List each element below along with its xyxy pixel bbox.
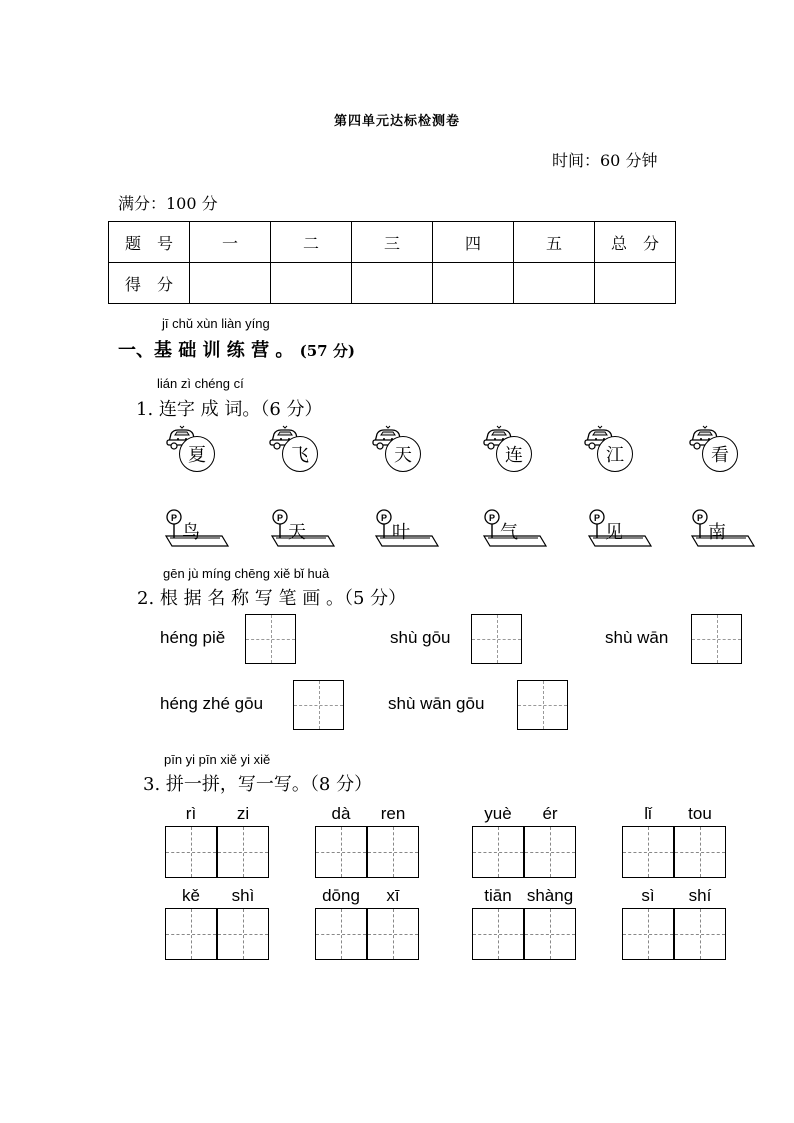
q2-title: 2. 根 据 名 称 写 笔 画 。（5 分） xyxy=(137,588,407,609)
svg-text:P: P xyxy=(277,513,284,523)
svg-text:P: P xyxy=(697,513,704,523)
car-character-card[interactable] xyxy=(583,424,643,474)
parking-character: 天 xyxy=(288,522,306,543)
score-table-score-row xyxy=(109,263,676,304)
section1-heading xyxy=(118,336,355,362)
syllable-label: shí xyxy=(688,886,712,905)
writing-cell[interactable] xyxy=(472,826,524,878)
q1-pinyin: lián zì chéng cí xyxy=(157,376,244,391)
score-table-header-row xyxy=(109,222,676,263)
score-input-cell[interactable] xyxy=(352,263,433,304)
pinyin-word-item xyxy=(622,886,726,961)
character-circle: 天 xyxy=(385,436,421,472)
parking-character-card[interactable] xyxy=(162,508,232,550)
q1-title: 1. 连字 成 词。（6 分） xyxy=(136,399,323,420)
q3-title: 3. 拼一拼，写一写。（8 分） xyxy=(143,774,373,795)
score-input-cell[interactable] xyxy=(433,263,514,304)
stroke-writing-box[interactable] xyxy=(293,680,344,730)
writing-cell[interactable] xyxy=(367,908,419,960)
car-character-card[interactable] xyxy=(268,424,328,474)
svg-text:P: P xyxy=(381,513,388,523)
svg-text:P: P xyxy=(171,513,178,523)
syllable-label: ér xyxy=(542,804,558,823)
score-header-cell: 题 号 xyxy=(109,222,190,263)
score-header-cell: 总 分 xyxy=(595,222,676,263)
score-header-cell: 二 xyxy=(271,222,352,263)
writing-cell[interactable] xyxy=(315,908,367,960)
syllable-label: shì xyxy=(231,886,255,905)
score-header-cell: 四 xyxy=(433,222,514,263)
syllable-label: dōng xyxy=(322,886,360,905)
parking-character-card[interactable] xyxy=(268,508,338,550)
car-character-card[interactable] xyxy=(482,424,542,474)
stroke-label: héng zhé gōu xyxy=(160,694,264,713)
parking-character: 见 xyxy=(605,522,623,543)
character-circle: 飞 xyxy=(282,436,318,472)
stroke-label: shù wān gōu xyxy=(388,694,485,713)
pinyin-word-item xyxy=(165,886,269,961)
pinyin-word-item xyxy=(315,804,419,879)
q3-pinyin: pīn yi pīn xiě yi xiě xyxy=(164,752,271,767)
syllable-label: sì xyxy=(641,886,655,905)
car-character-card[interactable] xyxy=(371,424,431,474)
syllable-label: lǐ xyxy=(644,804,652,823)
character-circle: 江 xyxy=(597,436,633,472)
syllable-label: kě xyxy=(182,886,200,905)
pinyin-word-item xyxy=(622,804,726,879)
stroke-writing-box[interactable] xyxy=(471,614,522,664)
svg-text:P: P xyxy=(594,513,601,523)
pinyin-word-item xyxy=(472,804,576,879)
section1-title: 一、基 础 训 练 营 。 xyxy=(118,340,294,361)
stroke-writing-box[interactable] xyxy=(245,614,296,664)
parking-character-card[interactable] xyxy=(480,508,550,550)
svg-text:P: P xyxy=(489,513,496,523)
score-input-cell[interactable] xyxy=(595,263,676,304)
writing-cell[interactable] xyxy=(524,826,576,878)
writing-cell[interactable] xyxy=(165,908,217,960)
stroke-writing-box[interactable] xyxy=(517,680,568,730)
writing-cell[interactable] xyxy=(315,826,367,878)
score-header-cell: 一 xyxy=(190,222,271,263)
pinyin-word-item xyxy=(472,886,576,961)
stroke-label: shù wān xyxy=(605,628,669,647)
section1-points: (57 分) xyxy=(299,342,355,360)
writing-cell[interactable] xyxy=(524,908,576,960)
writing-cell[interactable] xyxy=(622,826,674,878)
pinyin-word-item xyxy=(315,886,419,961)
syllable-label: shàng xyxy=(526,886,574,905)
score-row-label: 得 分 xyxy=(109,263,190,304)
stroke-label: shù gōu xyxy=(390,628,451,647)
syllable-label: xī xyxy=(386,886,400,905)
parking-character: 叶 xyxy=(392,522,410,543)
stroke-label: héng piě xyxy=(160,628,226,647)
stroke-writing-box[interactable] xyxy=(691,614,742,664)
character-circle: 夏 xyxy=(179,436,215,472)
parking-character-card[interactable] xyxy=(688,508,758,550)
writing-cell[interactable] xyxy=(472,908,524,960)
car-character-card[interactable] xyxy=(165,424,225,474)
syllable-label: ren xyxy=(380,804,406,823)
score-input-cell[interactable] xyxy=(514,263,595,304)
writing-cell[interactable] xyxy=(674,826,726,878)
pinyin-word-item xyxy=(165,804,269,879)
score-table xyxy=(108,221,676,304)
score-header-cell: 三 xyxy=(352,222,433,263)
page-title: 第四单元达标检测卷 xyxy=(333,114,460,129)
score-header-cell: 五 xyxy=(514,222,595,263)
syllable-label: tiān xyxy=(484,886,512,905)
score-input-cell[interactable] xyxy=(190,263,271,304)
writing-cell[interactable] xyxy=(165,826,217,878)
parking-character: 南 xyxy=(708,522,726,543)
writing-cell[interactable] xyxy=(622,908,674,960)
syllable-label: dà xyxy=(331,804,351,823)
section1-pinyin: jī chǔ xùn liàn yíng xyxy=(162,316,270,331)
q2-pinyin: gēn jù míng chēng xiě bǐ huà xyxy=(163,566,330,581)
full-score: 满分：100 分 xyxy=(118,194,218,213)
exam-time: 时间：60 分钟 xyxy=(552,151,658,170)
car-character-card[interactable] xyxy=(688,424,748,474)
syllable-label: yuè xyxy=(484,804,512,823)
parking-character: 气 xyxy=(500,522,518,543)
score-input-cell[interactable] xyxy=(271,263,352,304)
parking-character-card[interactable] xyxy=(585,508,655,550)
syllable-label: tou xyxy=(688,804,712,823)
character-circle: 连 xyxy=(496,436,532,472)
writing-cell[interactable] xyxy=(674,908,726,960)
writing-cell[interactable] xyxy=(217,908,269,960)
syllable-label: rì xyxy=(185,804,197,823)
parking-character-card[interactable] xyxy=(372,508,442,550)
writing-cell[interactable] xyxy=(367,826,419,878)
writing-cell[interactable] xyxy=(217,826,269,878)
parking-character: 鸟 xyxy=(182,522,200,543)
character-circle: 看 xyxy=(702,436,738,472)
syllable-label: zi xyxy=(236,804,250,823)
